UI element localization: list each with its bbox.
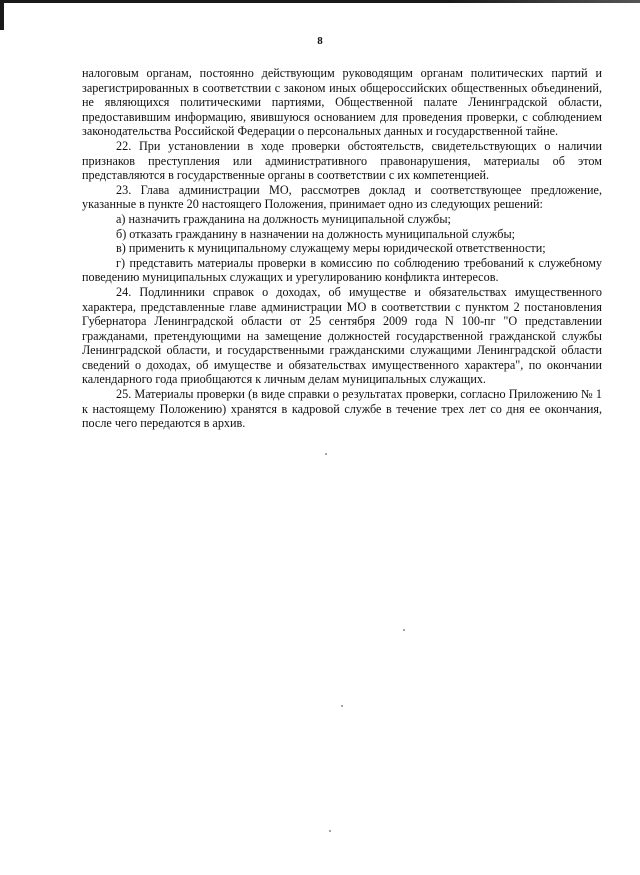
scan-border-top — [0, 0, 640, 3]
list-item-23a: а) назначить гражданина на должность муниципальной службы; — [116, 211, 451, 226]
paragraph-25: 25. Материалы проверки (в виде справки о результатах проверки, согласно Приложению № 1 к настоящему Положению) хранятся в кадровой службе в течение трех лет со дня ее окончания, после чего передаются в архив. — [82, 387, 602, 431]
scan-speck — [325, 453, 327, 455]
paragraph-24: 24. Подлинники справок о доходах, об имуществе и обязательствах имущественного характера, представленные главе администрации МО в соответствии с пунктом 2 постановления Губернатора Ленинградской области от 25 сентября 2009 года N 100-пг "О представлении гражданами, претендующими на замещение должностей государственной гражданской службы Ленинградской области, и государственными гражданскими служащими Ленинградской области сведений о доходах, об имуществе и обязательствах имущественного характера", по окончании календарного года приобщаются к личным делам муниципальных служащих. — [82, 284, 602, 387]
page-number: 8 — [317, 35, 323, 47]
paragraph-23: 23. Глава администрации МО, рассмотрев доклад и соответствующее предложение, указанные в пункте 20 настоящего Положения, принимает одно из следующих решений: — [82, 182, 602, 212]
scan-border-left — [0, 0, 4, 30]
scan-speck — [341, 705, 343, 707]
paragraph-22: 22. При установлении в ходе проверки обстоятельств, свидетельствующих о наличии признаков преступления или административного правонарушения, материалы об этом представляются в государственные органы в соответствии с их компетенцией. — [82, 138, 602, 183]
list-item-23b: б) отказать гражданину в назначении на должность муниципальной службы; — [116, 226, 516, 241]
paragraph-continuation: налоговым органам, постоянно действующим руководящим органам политических партий и зарегистрированных в соответствии с законом иных общероссийских общественных объединений, не являющихся политическими партиями, Общественной палате Ленинградской области, предоставившим информацию, явившуюся основанием для проведения проверки, с соблюдением законодательства Российской Федерации о персональных данных и государственной тайне. — [82, 66, 602, 139]
list-item-23d: г) представить материалы проверки в комиссию по соблюдению требований к служебному поведению муниципальных служащих и урегулированию конфликта интересов. — [82, 255, 602, 285]
document-body — [82, 66, 602, 431]
scan-speck — [329, 830, 331, 832]
scan-speck — [403, 629, 405, 631]
list-item-23c: в) применить к муниципальному служащему меры юридической ответственности; — [116, 241, 546, 256]
